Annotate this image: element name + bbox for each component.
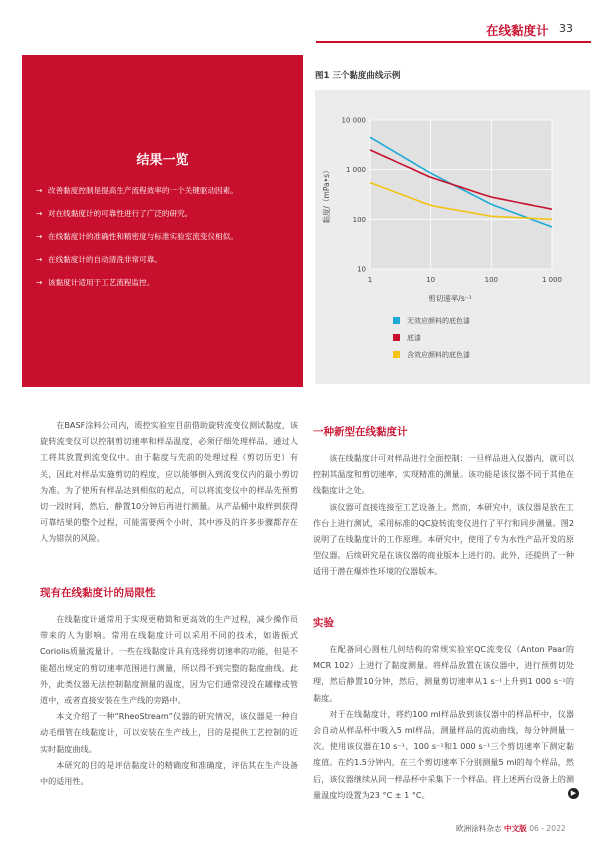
x-tick-label: 1 000 xyxy=(541,276,563,284)
summary-item-text: 该黏度计适用于工艺流程监控。 xyxy=(48,278,155,287)
legend-swatch xyxy=(393,334,400,341)
summary-title: 结果一览 xyxy=(136,153,189,168)
body-paragraph: 在配备同心圆柱几何结构的常规实验室QC流变仪（Anton Paar的MCR 102）上进行了黏度测量。将样品放置在该仪器中，进行预剪切处理，然后静置10分钟，然后，测量剪切速率从1 s⁻¹上升到1 000 s⁻¹的黏度。 xyxy=(313,644,574,703)
chart-canvas xyxy=(315,90,590,384)
section-heading-limitations: 现有在线黏度计的局限性 xyxy=(40,587,156,599)
body-paragraph: 该仪器可直接连接至工艺设备上。然而，本研究中，该仪器是放在工作台上进行测试，采用标准的QC旋转流变仪进行了平行和同步测量。图2说明了在线黏度计的工作原理。本研究中，使用了专为水性产品开发的原型仪器。后续研究是在该仪器的商业版本上进行的。此外，还提供了一种适用于潜在爆炸性环境的仪器版本。 xyxy=(313,501,574,577)
body-column-right-lower xyxy=(313,641,574,803)
y-tick-label: 10 xyxy=(357,265,366,274)
body-paragraph: 在线黏度计通常用于实现更精简和更高效的生产过程，减少操作员带来的人为影响。常用在线黏度计可以采用不同的技术，如谐振式Coriolis质量流量计。一些在线黏度计具有选择剪切速率的功能，但是不能超出规定的剪切速率范围进行测量，所以得不到完整的黏度曲线。此外，此类仪器无法控制黏度测量的温度，因为它们通常浸没在罐椽或管道中，或者直接安装在生产线的旁路中。 xyxy=(40,614,298,706)
summary-item xyxy=(36,231,298,254)
legend-label: 含效应颜料的底色漆 xyxy=(407,351,470,359)
summary-item-text: 在线黏度计的自动清洗非常可靠。 xyxy=(48,255,162,264)
legend-swatch xyxy=(393,317,400,324)
footer-issue: 06 - 2022 xyxy=(529,824,566,833)
footer-edition: 中文版 xyxy=(503,824,527,833)
legend-label: 底漆 xyxy=(407,334,421,342)
body-paragraph: 该在线黏度计可对样品进行全面控制：一旦样品进入仪器内，就可以控制其温度和剪切速率，实现精准的测量。该功能是该仪器不同于其他在线黏度计之处。 xyxy=(313,453,574,496)
body-column-left-lower xyxy=(40,611,298,789)
header-rule xyxy=(316,41,591,43)
section-heading-experiment: 实验 xyxy=(313,617,334,629)
arrow-right-icon: → xyxy=(36,255,43,264)
arrow-right-icon: → xyxy=(36,209,43,218)
x-axis-label: 剪切速率/s⁻¹ xyxy=(428,294,472,303)
summary-item-text: 对在线黏度计的可靠性进行了广泛的研究。 xyxy=(48,209,193,218)
continue-arrow-icon: ▶ xyxy=(568,788,579,799)
legend-label: 无效应颜料的底色漆 xyxy=(407,317,470,325)
y-tick-label: 1 000 xyxy=(345,166,366,175)
x-tick-label: 100 xyxy=(484,276,499,284)
x-tick-label: 10 xyxy=(426,276,436,284)
body-paragraph: 本文介绍了一种“RheoStream”仪器的研究情况，该仪器是一种自动毛细管在线黏度计，可以安装在生产线上，目的是提供工艺控制的近实时黏度曲线。 xyxy=(40,711,298,754)
y-axis-label: 黏度/（mPa•s） xyxy=(322,166,331,224)
x-tick-label: 1 xyxy=(367,276,373,284)
footer-magazine: 欧洲涂料杂志 xyxy=(456,824,502,833)
body-paragraph: 在BASF涂料公司内，质控实验室目前借助旋转流变仪测试黏度，该旋转流变仪可以控制剪切速率和样品温度，必须仔细处理样品，通过人工将其放置到流变仪中。由于黏度与先前的处理过程（剪切历史）有关，因此对样品实施剪切的程度，应以能够倒入到流变仪内的最小剪切为准。为了使所有样品达到相似的起点，可以将流变仪中的样品先预剪切一段时间，然后，静置10分钟后再进行测量。从产品桶中取样到获得可靠结果的整个过程，可能需要两个小时，其中涉及的许多步骤都存在人为错误的风险。 xyxy=(40,420,298,544)
summary-list xyxy=(36,185,298,300)
body-paragraph: 对于在线黏度计，将约100 ml样品放到该仪器中的样品杯中，仪器会自动从样品杯中吸入5 ml样品，测量样品的流动曲线，每分钟测量一次。使用该仪器在10 s⁻¹、100 s⁻¹和1 000 s⁻¹三个剪切速率下测定黏度值。在约1.5分钟内，在三个剪切速率下分别测量5 ml的每个样品，然后，该仪器继续从同一样品杯中采集下一个样品。将上述两台设备上的测量温度均设置为23 °C ± 1 °C。 xyxy=(313,708,574,800)
running-header-title: 在线黏度计 xyxy=(486,23,549,38)
summary-item xyxy=(36,277,298,300)
legend-swatch xyxy=(393,351,400,358)
body-paragraph: 本研究的目的是评估黏度计的精确度和准确度，评估其在生产设备中的适用性。 xyxy=(40,759,298,787)
viscosity-chart xyxy=(315,90,590,384)
summary-item xyxy=(36,254,298,277)
summary-box xyxy=(22,55,303,387)
footer xyxy=(456,823,566,834)
arrow-right-icon: → xyxy=(36,186,43,195)
summary-item-text: 在线黏度计的准确性和精密度与标准实验室流变仪相似。 xyxy=(48,232,238,241)
plot-area xyxy=(370,120,552,269)
summary-item xyxy=(36,208,298,231)
section-heading-new-viscometer: 一种新型在线黏度计 xyxy=(313,426,408,438)
arrow-right-icon: → xyxy=(36,232,43,241)
body-column-right xyxy=(313,450,574,580)
arrow-right-icon: → xyxy=(36,278,43,287)
body-column-left xyxy=(40,417,298,547)
figure-caption: 图1 三个黏度曲线示例 xyxy=(315,71,401,81)
y-tick-label: 10 000 xyxy=(341,116,366,125)
y-tick-label: 100 xyxy=(352,215,366,224)
summary-item-text: 改善黏度控制是提高生产流程效率的一个关键驱动因素。 xyxy=(48,186,238,195)
summary-item xyxy=(36,185,298,208)
page-number: 33 xyxy=(559,22,573,35)
